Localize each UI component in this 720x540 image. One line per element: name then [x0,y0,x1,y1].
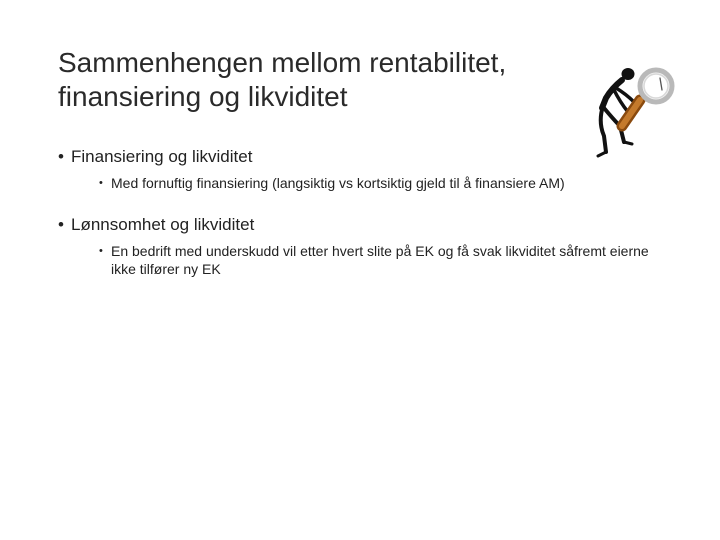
sub-bullet-list [99,242,698,278]
sub-bullet-item [99,242,671,278]
bullet-glyph: • [58,215,64,234]
slide-title-line-2: finansiering og likviditet [58,81,348,112]
sub-bullet-glyph: • [99,245,103,257]
bullet-glyph: • [58,147,64,166]
slide-title [58,46,578,114]
sub-bullet-item [99,174,671,192]
slide-title-line-1: Sammenhengen mellom rentabilitet, [58,47,507,78]
bullet-text: Finansiering og likviditet [71,147,253,166]
bullet-item [58,214,698,278]
bullet-list [58,146,698,278]
sub-bullet-glyph: • [99,177,103,189]
sub-bullet-list [99,174,698,192]
bullet-text: Lønnsomhet og likviditet [71,215,255,234]
sub-bullet-text: Med fornuftig finansiering (langsiktig vs kortsiktig gjeld til å finansiere AM) [111,175,565,191]
sub-bullet-text: En bedrift med underskudd vil etter hvert slite på EK og få svak likviditet såfremt eierne ikke tilfører ny EK [111,243,649,277]
bullet-item [58,146,698,192]
